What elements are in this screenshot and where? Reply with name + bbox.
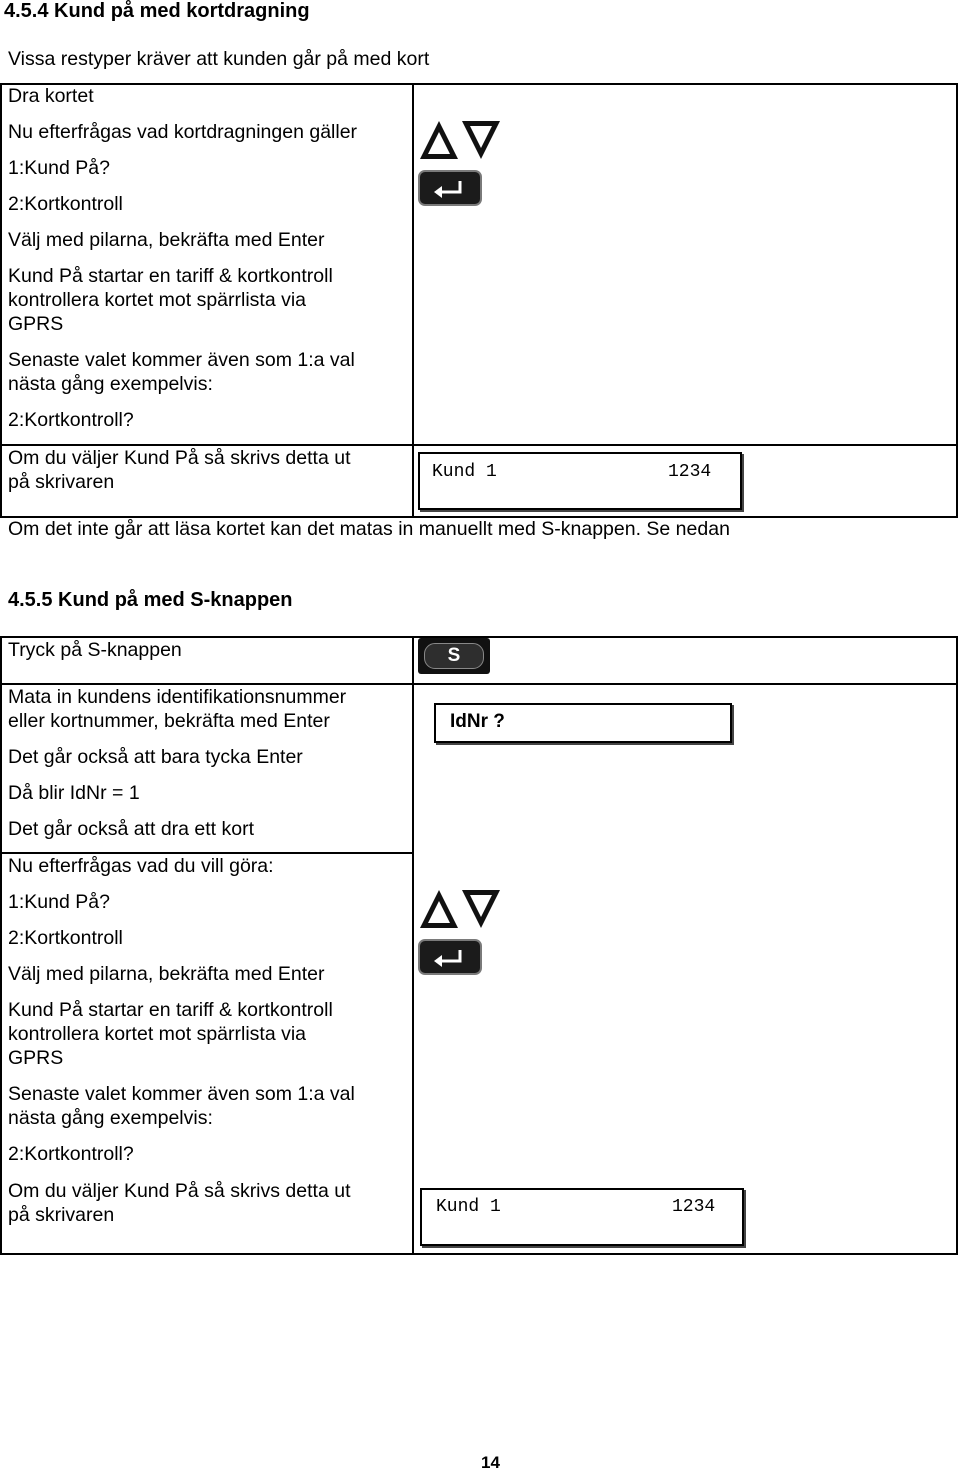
instruction-line: Tryck på S-knappen: [8, 639, 182, 661]
s-key-label: S: [424, 643, 484, 669]
instruction-line: Då blir IdNr = 1: [8, 782, 140, 804]
up-down-arrow-icon: [418, 888, 502, 930]
instruction-line: 2:Kortkontroll?: [8, 409, 134, 431]
idnr-text: IdNr ?: [450, 711, 505, 732]
display-right-text: 1234: [672, 1197, 716, 1217]
up-down-arrow-icon: [418, 119, 502, 161]
instruction-line: Kund På startar en tariff & kortkontroll: [8, 999, 333, 1021]
printer-display: [420, 1188, 744, 1246]
enter-key-icon: [418, 170, 482, 206]
instruction-line: på skrivaren: [8, 471, 115, 493]
instruction-line: kontrollera kortet mot spärrlista via: [8, 289, 307, 311]
instruction-line: Välj med pilarna, bekräfta med Enter: [8, 963, 325, 985]
instruction-line: Nu efterfrågas vad kortdragningen gäller: [8, 121, 358, 143]
s-key-icon: [418, 638, 490, 674]
footer-note: Om det inte går att läsa kortet kan det matas in manuellt med S-knappen. Se nedan: [8, 518, 730, 540]
instruction-line: Välj med pilarna, bekräfta med Enter: [8, 229, 325, 251]
instruction-line: Mata in kundens identifikationsnummer: [8, 686, 347, 708]
display-left-text: Kund 1: [432, 462, 497, 482]
instruction-line: nästa gång exempelvis:: [8, 1107, 213, 1129]
instruction-line: 2:Kortkontroll: [8, 193, 123, 215]
instruction-line: GPRS: [8, 1047, 64, 1069]
instruction-line: Senaste valet kommer även som 1:a val: [8, 1083, 355, 1105]
instruction-line: på skrivaren: [8, 1204, 115, 1226]
instruction-line: Senaste valet kommer även som 1:a val: [8, 349, 355, 371]
instruction-line: 1:Kund På?: [8, 157, 110, 179]
instruction-line: 1:Kund På?: [8, 891, 110, 913]
display-right-text: 1234: [668, 462, 712, 482]
instruction-line: kontrollera kortet mot spärrlista via: [8, 1023, 307, 1045]
instruction-line: Nu efterfrågas vad du vill göra:: [8, 855, 274, 877]
instruction-line: nästa gång exempelvis:: [8, 373, 213, 395]
instruction-line: eller kortnummer, bekräfta med Enter: [8, 710, 330, 732]
instruction-line: GPRS: [8, 313, 64, 335]
instruction-line: 2:Kortkontroll?: [8, 1143, 134, 1165]
page-number: 14: [481, 1453, 500, 1472]
instruction-line: Om du väljer Kund På så skrivs detta ut: [8, 447, 351, 469]
section-heading: 4.5.4 Kund på med kortdragning: [4, 0, 310, 22]
printer-display: [418, 452, 742, 510]
intro-text: Vissa restyper kräver att kunden går på med kort: [8, 48, 430, 70]
instruction-line: Om du väljer Kund På så skrivs detta ut: [8, 1180, 351, 1202]
instruction-line: Det går också att dra ett kort: [8, 818, 255, 840]
section-heading: 4.5.5 Kund på med S-knappen: [8, 589, 293, 611]
instruction-line: 2:Kortkontroll: [8, 927, 123, 949]
idnr-display: [434, 703, 732, 743]
enter-key-icon: [418, 939, 482, 975]
instruction-line: Dra kortet: [8, 85, 94, 107]
display-left-text: Kund 1: [436, 1197, 501, 1217]
instruction-line: Kund På startar en tariff & kortkontroll: [8, 265, 333, 287]
instruction-line: Det går också att bara tycka Enter: [8, 746, 303, 768]
